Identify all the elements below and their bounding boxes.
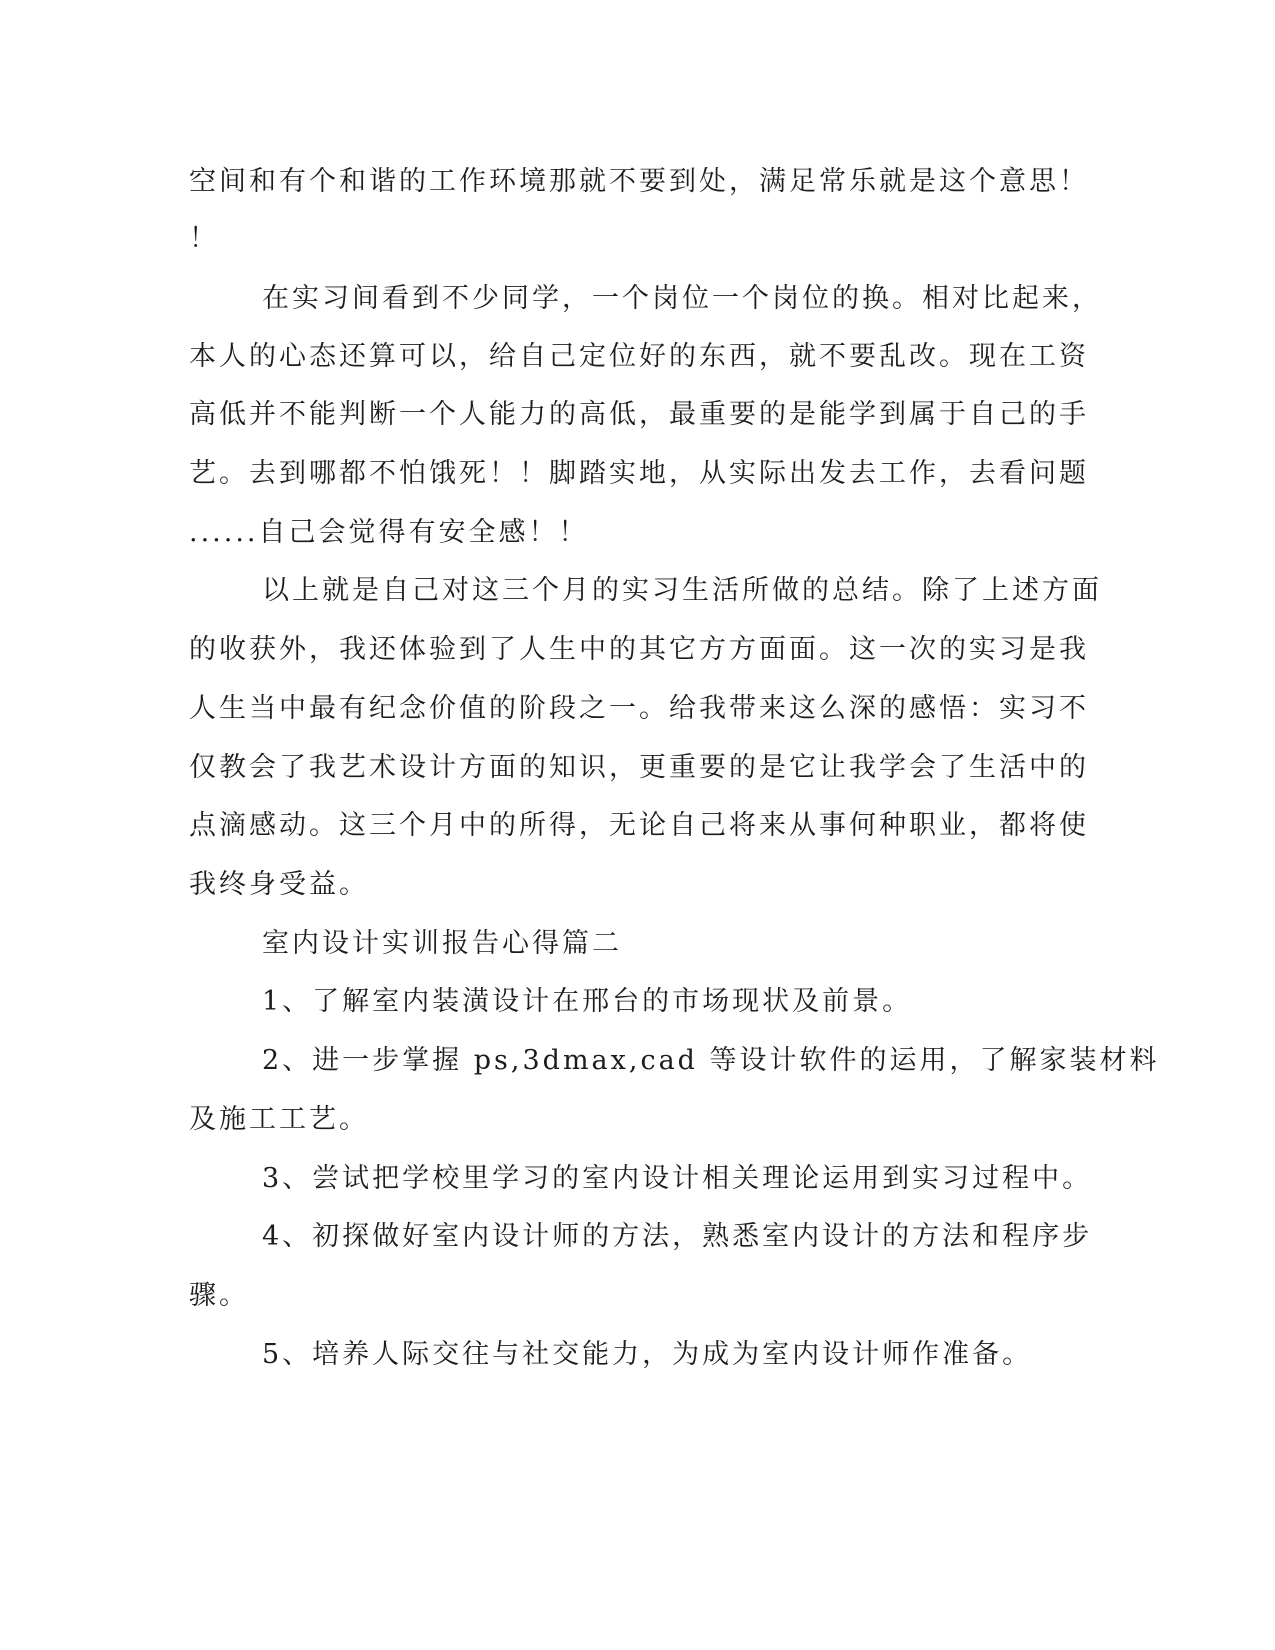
paragraph-1-line-2: 本人的心态还算可以，给自己定位好的东西，就不要乱改。现在工资 <box>189 341 1089 372</box>
paragraph-1-line-5: ......自己会觉得有安全感！！ <box>189 517 589 548</box>
list-item-4-line-1: 4、初探做好室内设计师的方法，熟悉室内设计的方法和程序步 <box>262 1221 1093 1252</box>
text-line-2: ！ <box>189 223 219 254</box>
paragraph-2-line-2: 的收获外，我还体验到了人生中的其它方方面面。这一次的实习是我 <box>189 634 1089 665</box>
paragraph-2-line-4: 仅教会了我艺术设计方面的知识，更重要的是它让我学会了生活中的 <box>189 752 1089 783</box>
paragraph-2-line-1: 以上就是自己对这三个月的实习生活所做的总结。除了上述方面 <box>262 575 1102 606</box>
section-heading: 室内设计实训报告心得篇二 <box>262 928 622 959</box>
list-item-4-line-2: 骤。 <box>189 1280 249 1311</box>
list-item-3: 3、尝试把学校里学习的室内设计相关理论运用到实习过程中。 <box>262 1163 1093 1194</box>
list-item-5: 5、培养人际交往与社交能力，为成为室内设计师作准备。 <box>262 1339 1033 1370</box>
paragraph-1-line-4: 艺。去到哪都不怕饿死！！脚踏实地，从实际出发去工作，去看问题 <box>189 458 1089 489</box>
paragraph-2-line-6: 我终身受益。 <box>189 869 369 900</box>
list-item-1: 1、了解室内装潢设计在邢台的市场现状及前景。 <box>262 986 913 1017</box>
paragraph-2-line-3: 人生当中最有纪念价值的阶段之一。给我带来这么深的感悟：实习不 <box>189 693 1089 724</box>
paragraph-1-line-1: 在实习间看到不少同学，一个岗位一个岗位的换。相对比起来， <box>262 283 1102 314</box>
list-item-2-line-1: 2、进一步掌握 ps,3dmax,cad 等设计软件的运用，了解家装材料 <box>262 1045 1160 1076</box>
paragraph-2-line-5: 点滴感动。这三个月中的所得，无论自己将来从事何种职业，都将使 <box>189 810 1089 841</box>
text-line-1: 空间和有个和谐的工作环境那就不要到处，满足常乐就是这个意思！ <box>189 166 1089 197</box>
paragraph-1-line-3: 高低并不能判断一个人能力的高低，最重要的是能学到属于自己的手 <box>189 399 1089 430</box>
list-item-2-line-2: 及施工工艺。 <box>189 1104 369 1135</box>
